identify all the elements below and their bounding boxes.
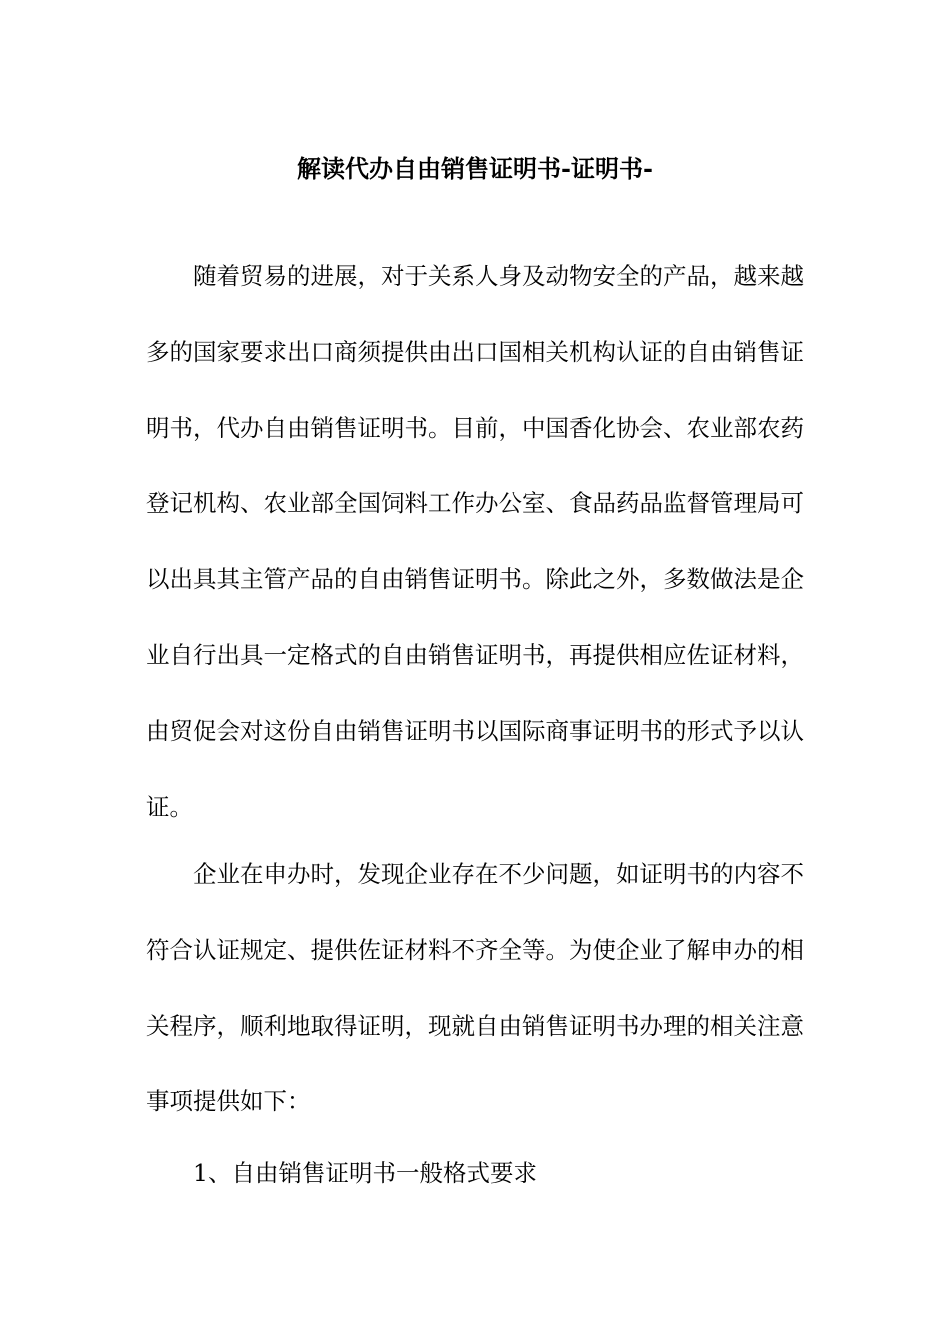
paragraph-intro: 随着贸易的进展，对于关系人身及动物安全的产品，越来越多的国家要求出口商须提供由出口国相关机构认证的自由销售证明书，代办自由销售证明书。目前，中国香化协会、农业部农药登记机构、农业部全国饲料工作办公室、食品药品监督管理局可以出具其主管产品的自由销售证明书。除此之外，多数做法是企业自行出具一定格式的自由销售证明书，再提供相应佐证材料，由贸促会对这份自由销售证明书以国际商事证明书的形式予以认证。 [146,262,804,821]
section-heading-1: 1、自由销售证明书一般格式要求 [193,1159,537,1187]
document-title: 解读代办自由销售证明书-证明书- [297,154,653,184]
paragraph-issues: 企业在申办时，发现企业存在不少问题，如证明书的内容不符合认证规定、提供佐证材料不齐全等。为使企业了解申办的相关程序，顺利地取得证明，现就自由销售证明书办理的相关注意事项提供如下： [146,860,804,1116]
